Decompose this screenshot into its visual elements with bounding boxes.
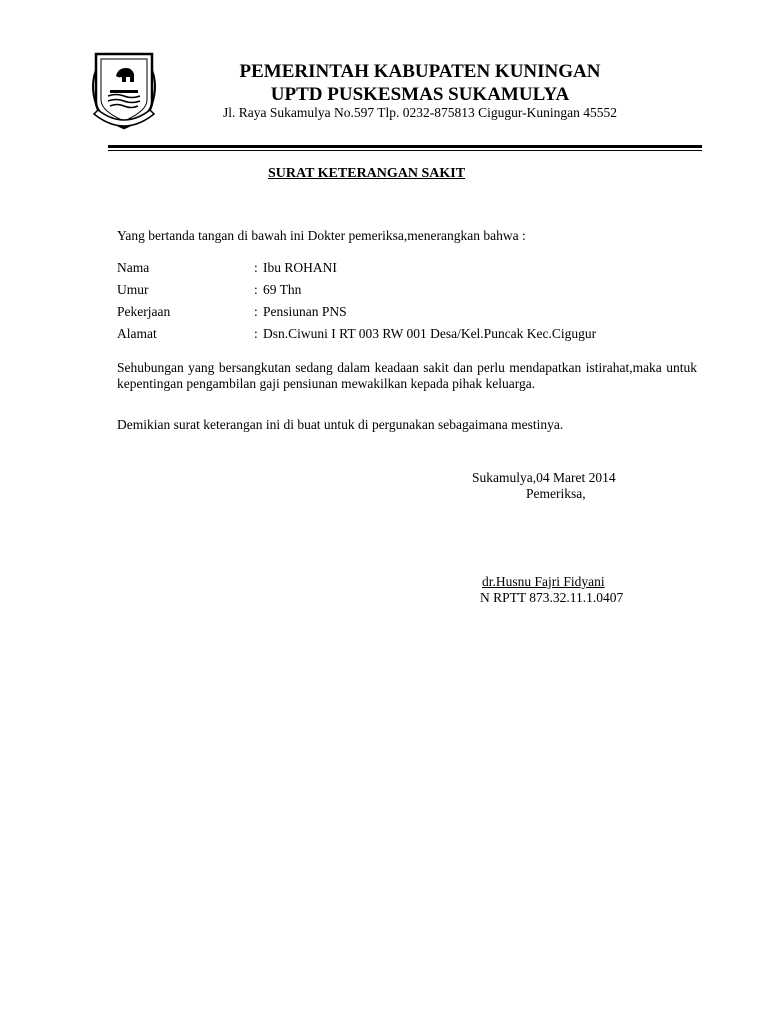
field-separator: :: [254, 282, 258, 297]
field-row-name: [117, 257, 596, 279]
field-value: Pensiunan PNS: [263, 304, 347, 319]
field-label: Nama: [117, 260, 150, 275]
kuningan-regency-emblem-icon: [88, 46, 160, 136]
signature-name: dr.Husnu Fajri Fidyani: [482, 574, 605, 589]
signature-id-number: N RPTT 873.32.11.1.0407: [480, 590, 624, 605]
field-value: Dsn.Ciwuni I RT 003 RW 001 Desa/Kel.Puncak Kec.Cigugur: [263, 326, 597, 341]
field-value: 69 Thn: [263, 282, 302, 297]
signature-role: Pemeriksa,: [526, 486, 586, 501]
field-row-age: [117, 279, 596, 301]
institution-address: Jl. Raya Sukamulya No.597 Tlp. 0232-875813 Cigugur-Kuningan 45552: [223, 105, 617, 120]
document-title: SURAT KETERANGAN SAKIT: [268, 166, 466, 181]
body-paragraph-closing: Demikian surat keterangan ini di buat untuk di pergunakan sebagaimana mestinya.: [117, 417, 564, 432]
field-label: Alamat: [117, 326, 157, 341]
body-paragraph-reason: Sehubungan yang bersangkutan sedang dalam keadaan sakit dan perlu mendapatkan istirahat,maka untuk kepentingan pengambilan gaji pensiunan mewakilkan kepada pihak keluarga.: [117, 360, 697, 391]
field-row-address: [117, 323, 596, 345]
header-divider-thick: [108, 145, 702, 148]
signature-place-date: Sukamulya,04 Maret 2014: [472, 470, 616, 485]
field-separator: :: [254, 260, 258, 275]
field-row-occupation: [117, 301, 596, 323]
institution-name: UPTD PUSKESMAS SUKAMULYA: [270, 84, 570, 105]
field-label: Umur: [117, 282, 149, 297]
intro-text: Yang bertanda tangan di bawah ini Dokter pemeriksa,menerangkan bahwa :: [117, 228, 526, 243]
government-name: PEMERINTAH KABUPATEN KUNINGAN: [239, 61, 601, 82]
field-value: Ibu ROHANI: [263, 260, 337, 275]
header-divider-thin: [108, 150, 702, 151]
field-separator: :: [254, 326, 258, 341]
field-separator: :: [254, 304, 258, 319]
patient-fields: [117, 257, 596, 345]
field-label: Pekerjaan: [117, 304, 171, 319]
